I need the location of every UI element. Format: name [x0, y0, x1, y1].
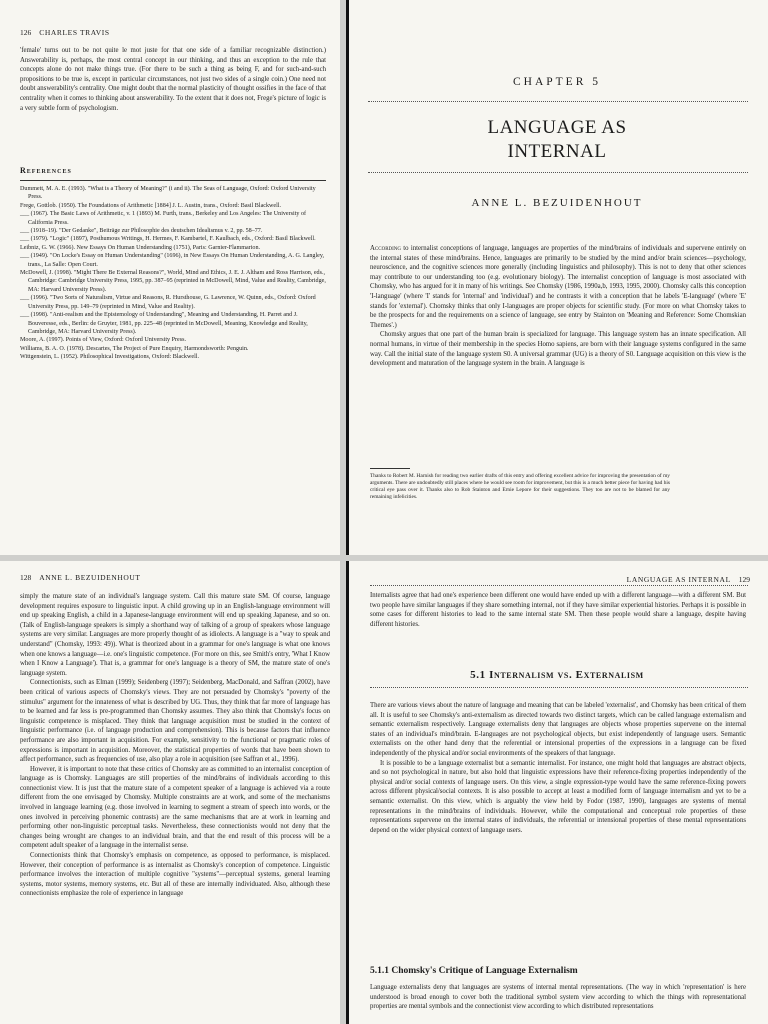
- chapter-rule-bottom: [368, 172, 748, 173]
- footnote-rule: [370, 468, 410, 469]
- opening-paragraph: According to internalist conceptions of language, languages are properties of the mind/brains of individuals and supervene entirely on the internal states of these mind/brains. Hence, languages are primarily to be studied by the mind and/or brain sciences—psychology, neuroscience, and the cognitive sciences more generally (including linguistics and philosophy). This is not to deny that other sciences may contribute to our understanding too (e.g. evolutionary biology). The internalist conception of language is most associated with Chomsky, who has argued for it in many of his writings. See Chomsky (1986, 1990a,b, 1993, 1995, 2000). Chomsky calls this conception 'I-language' (where 'I' stands for 'internal' and 'individual') and he contrasts it with a conception that he labels 'E-language' (where 'E' stands for 'external'). Chomsky thinks that only I-languages are proper objects for scientific study. (For more on what Chomsky takes to be the prospects for and the requirements on a science of language, see entry by Stainton on 'Meaning and Reference: Some Chomskian Themes'.): [370, 245, 746, 329]
- page-gutter-edge: [346, 561, 349, 1024]
- page-127-chapter-opener: [346, 0, 768, 555]
- running-head: LANGUAGE AS INTERNAL 129: [626, 575, 750, 584]
- reference-item: Wittgenstein, L. (1952). Philosophical Investigations, Oxford: Blackwell.: [20, 354, 199, 361]
- section-heading: 5.1 Internalism vs. Externalism: [470, 669, 644, 681]
- reference-item: Williams, B. A. O. (1978). Descartes, The Project of Pure Enquiry, Harmondsworth: Penguin.: [20, 345, 249, 352]
- reference-item: ___ (1967). The Basic Laws of Arithmetic, v. 1 (1893) M. Furth, trans., Berkeley and Los Angeles: The University of California Press.: [20, 211, 307, 226]
- reference-item: ___ (1949). "On Locke's Essay on Human Understanding" (1696), in New Essays On Human Understanding, A. G. Langley, trans., La Salle: Open Court.: [20, 253, 325, 268]
- chapter-label: CHAPTER 5: [512, 76, 602, 88]
- running-head-title: LANGUAGE AS INTERNAL: [626, 575, 731, 584]
- chapter-body: [370, 244, 746, 369]
- chapter-rule-top: [368, 101, 748, 102]
- section-rule: [370, 687, 748, 688]
- references-rule: [20, 180, 326, 181]
- subsection-heading: 5.1.1 Chomsky's Critique of Language Externalism: [370, 966, 578, 976]
- chapter-author: ANNE L. BEZUIDENHOUT: [471, 197, 643, 209]
- references-heading: References: [20, 166, 72, 175]
- reference-item: Dummett, M. A. E. (1993). "What is a Theory of Meaning?" (i and ii). The Seas of Language, Oxford: Oxford University Press.: [20, 186, 316, 201]
- chapter-title-line2: INTERNAL: [507, 141, 607, 162]
- page-128-body: simply the mature state of an individual's language system. Call this mature state SM. Of course, language development requires exposure to linguistic input. A child growing up in an English-language environment will end up speaking English, a child in a Japanese-language environment will end up speaking Japanese, and so on. (Talk of English-language speakers is simply a shorthand way of talking of a group of speakers whose language systems are very similar. Languages are more properly thought of as idiolects. A language is a "way to speak and understand" (Chomsky, 1993: 49)). What is theorized about in a grammar for one's language is what one knows when one knows a language—i.e. one's linguistic competence. (For more on this, see Smith's entry, 'What I Know when I Know a Language'). That is, a grammar for one's language is a theory of SM, the mature state of one's language system. Connectionists, such as Elman (1999); Seidenberg (1997); Seidenberg, MacDonald, and Saffran (2002), have been critical of various aspects of Chomsky's views. They are not persuaded by Chomsky's "poverty of the stimulus" argument for the innateness of what is described by UG. Thus, they think that far more of language has to be learned and far less is pre-programmed than Chomsky assumes. They also think that Chomsky's focus on linguistic competence is misplaced. They think that language acquisition must be studied in the context of linguistic performance (i.e. of language production and comprehension). This is because factors that influence performance are also important in acquisition. For example, sensitivity to the functional or pragmatic roles of expressions is important in acquisition. Moreover, the statistical properties of words that have been shown to affect performance, such as frequencies of use, also play a role in acquisition (see Saffran et al., 1996). However, it is important to note that these critics of Chomsky are as committed to an internalist conception of language as is Chomsky. Languages are still properties of the mind/brains of individuals according to this connectionist view. It is just that the mature state of a competent speaker of a language is achieved via a route different from the one envisaged by Chomsky. Multiple constraints are at work, and some of the mechanisms involved in language learning (e.g. those involved in learning to segment a stream of speech into words, or the ones involved in perceiving phonemic contrasts) are the same mechanisms that are at work in learning and performing other non-linguistic perceptual tasks. Nevertheless, these connectionists would not deny that the changes being wrought are changes to an individual brain, and that the end result of this process will be a competent adult speaker of a language in the internalist sense. Connectionists think that Chomsky's emphasis on competence, as opposed to performance, is misplaced. However, their conception of performance is as internalist as Chomsky's conception of competence. Linguistic performance involves the interaction of multiple cognitive "systems"—perceptual systems, general learning systems, motor systems, memory systems, etc. But all of these are internally individuated. Also, although these connectionists emphasize the role of experience in language: [20, 593, 330, 898]
- reference-item: McDowell, J. (1998). "Might There Be External Reasons?", World, Mind and Ethics, J. E. J. Altham and Ross Harrison, eds., Cambridge: Cambridge University Press, 1995, pp. 387–95 (reprinted in McDowell, Mind, Value and Reality, Cambridge, MA: Harvard University Press).: [20, 270, 326, 293]
- running-head-rule: [370, 585, 748, 586]
- reference-item: Leibniz, G. W. (1966). New Essays On Human Understanding (1751), Paris: Garnier-Flammarion.: [20, 244, 261, 251]
- running-head-author: ANNE L. BEZUIDENHOUT: [39, 573, 141, 582]
- running-head: 128 ANNE L. BEZUIDENHOUT: [20, 573, 141, 582]
- running-head: 126 CHARLES TRAVIS: [20, 28, 110, 37]
- reference-item: Moore, A. (1997). Points of View, Oxford: Oxford University Press.: [20, 337, 187, 344]
- second-paragraph: Chomsky argues that one part of the human brain is specialized for language. This language system has an innate specification. All normal humans, in virtue of their membership in the species Homo sapiens, are born with their language systems configured in the same way. Call the initial state of the language system S0. A universal grammar (UG) is a theory of S0. Language acquisition on this view is the development and maturation of the language system in the brain. A language is: [370, 331, 746, 368]
- subsection-body: Language externalists deny that languages are systems of internal mental representations. (The way in which 'representation' is here understood is broad enough to cover both the traditional symbol system view according to which the things with representational properties are mental symbols and the connectionist view according to which distributed representations: [370, 984, 746, 1011]
- reference-item: ___ (1979). "Logic" (1897), Posthumous Writings, H. Hermes, F. Kambartel, F. Kaulbach, eds., Oxford: Basil Blackwell.: [20, 236, 316, 243]
- page-128: [0, 561, 340, 1024]
- reference-item: Frege, Gottlob. (1950). The Foundations of Arithmetic [1884] J. L. Austin, trans., Oxford: Basil Blackwell.: [20, 202, 282, 209]
- running-head-author: CHARLES TRAVIS: [39, 28, 110, 37]
- intro-paragraph: 'female' turns out to be not quite le mot juste for that one side of a familiar recognizable distinction.) Answerability is, perhaps, the most central concept in our thinking, and thus an exception to the rule that concepts alone do not make things true. (For there to be such a thing as being F, and for such-and-such propositions to be true is, except in particular circumstances, not just two sides of a single coin.) One need not doubt answerability's centrality. One might doubt that the normal plasticity of thought ossifies in the face of that centrality when it comes to thinking about answerability. To the extent that it does not, Frege's picture of logic is a very subtle form of psychologism.: [20, 47, 326, 112]
- reference-item: ___ (1998). "Anti-realism and the Epistemology of Understanding", Meaning and Understanding, H. Parret and J. Bouveresse, eds., Berlin: de Gruyter, 1981, pp. 225–48 (reprinted in McDowell, Meaning, Knowledge and Reality, Cambridge, MA: Harvard University Press).: [20, 312, 308, 335]
- acknowledgement-footnote: Thanks to Robert M. Harnish for reading two earlier drafts of this entry and offering excellent advice for improving the presentation of my arguments. There are undoubtedly still places where he would see room for improvement, but this is a much better piece for having had his critical eye pass over it. Thanks also to Rob Stainton and Ernie Lepore for their suggestions. They too are not to be blamed for any remaining infelicities.: [370, 473, 670, 500]
- page-129-intro: Internalists agree that had one's experience been different one would have ended up with a different language—with a different SM. But two people have similar languages if they share something internal, not if they have similar experiential histories. Perhaps it is possible in some cases for different histories to lead to the same internal state SM. Then these people would share a language, despite having different histories.: [370, 592, 746, 628]
- page-126: [0, 0, 340, 555]
- references-list: [20, 185, 326, 362]
- reference-item: ___ (1996). "Two Sorts of Naturalism, Virtue and Reasons, R. Hursthouse, G. Lawrence, W. Quinn, eds., Oxford: Oxford University Press, pp. 149–79 (reprinted in Mind, Value and Reality).: [20, 295, 316, 310]
- reference-item: ___ (1918–19). "Der Gedanke", Beiträge zur Philosophie des deutschen Idealismus v. 2, pp. 58–77.: [20, 228, 263, 235]
- chapter-title-line1: LANGUAGE AS: [487, 117, 627, 138]
- page-129: [346, 561, 768, 1024]
- section-body: There are various views about the nature of language and meaning that can be labeled 'externalist', and Chomsky has been critical of them all. It is useful to see Chomsky's anti-externalism as directed towards two distinct targets, which can be called language externalism and semantic externalism respectively. Language externalists deny that languages are objects whose properties supervene on the internal states of an individual's mind/brain. E-languages are not psychological objects, but exist independently of language users. Semantic externalists on the other hand deny that the referential or intensional properties of the expressions in a language can be fixed independently of the physical and/or social environments of the speakers of that language. It is possible to be a language externalist but a semantic internalist. For instance, one might hold that languages are abstract objects, and so not psychological in nature, but also hold that linguistic expressions have their reference-fixing properties independently of the physical and/or social contexts of language users. On this view, a single expression-type would have the same reference-fixing powers across different physical/social contexts. It is also possible to accept at least a modified form of language internalism and yet to be a semantic externalist. On this view, which is arguably the view held by Fodor (1987, 1990), languages are systems of mental representations in the mind/brains of individuals. However, while the computational and conceptual role properties of these representations supervene on the internal states of individuals, the referential or intensional properties of these mental representations depend on the wider physical context of language users.: [370, 702, 746, 834]
